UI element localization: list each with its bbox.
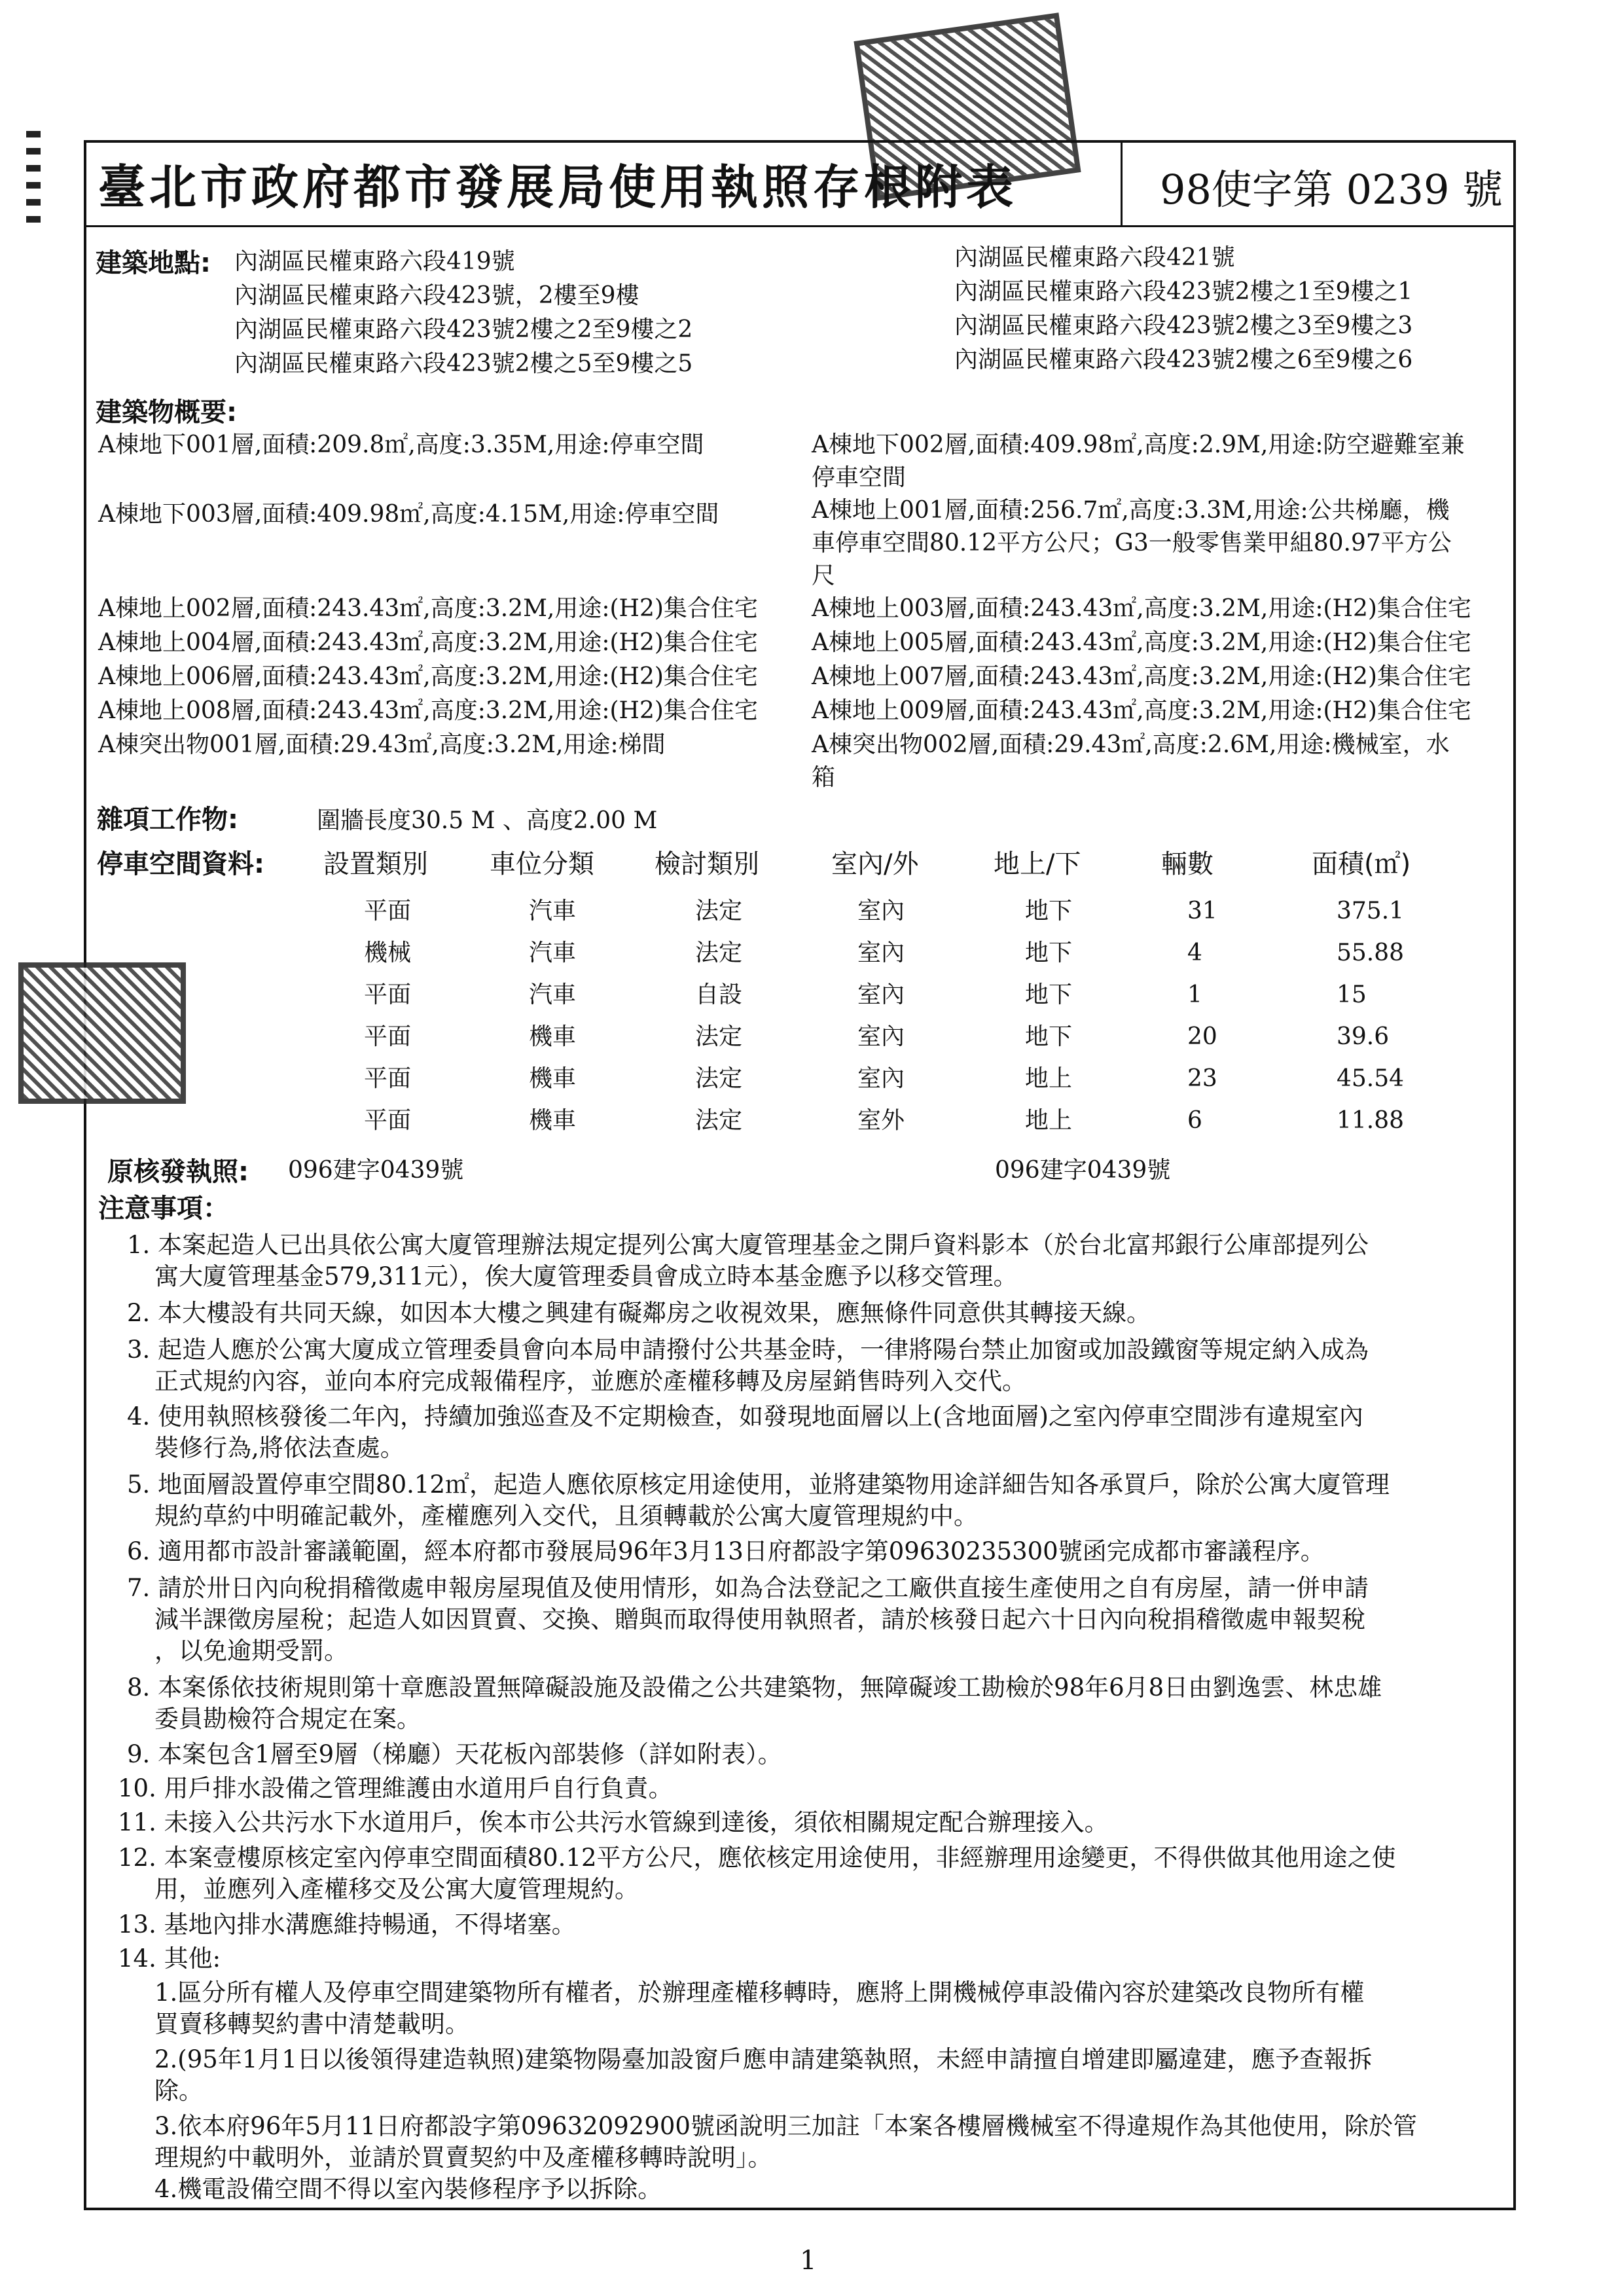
original-permit-number: 096建字0439號 bbox=[995, 1157, 1171, 1184]
margin-mark bbox=[26, 131, 41, 223]
site-address: 內湖區民權東路六段421號 bbox=[954, 244, 1235, 271]
overview-line: A棟地上008層,面積:243.43㎡,高度:3.2M,用途:(H2)集合住宅 bbox=[98, 697, 758, 724]
parking-header: 室內/外 bbox=[831, 849, 919, 879]
overview-line: A棟地下003層,面積:409.98㎡,高度:4.15M,用途:停車空間 bbox=[98, 501, 719, 528]
table-cell: 45.54 bbox=[1337, 1065, 1405, 1092]
table-cell: 375.1 bbox=[1337, 898, 1405, 924]
table-cell: 地下 bbox=[1025, 981, 1073, 1008]
note-line: 規約草約中明確記載外，產權應列入交代，且須轉載於公寓大廈管理規約中。 bbox=[154, 1502, 978, 1530]
note-line: 6. 適用都市設計審議範圍，經本府都市發展局96年3月13日府都設字第09630235300號函完成都市審議程序。 bbox=[127, 1537, 1325, 1565]
site-address: 內湖區民權東路六段423號2樓之1至9樓之1 bbox=[954, 278, 1413, 305]
note-line: 4.機電設備空間不得以室內裝修程序予以拆除。 bbox=[154, 2175, 662, 2203]
permit-number: 98使字第 0239 號 bbox=[1160, 166, 1503, 213]
note-line: 3. 起造人應於公寓大廈成立管理委員會向本局申請撥付公共基金時，一律將陽台禁止加窗或加設鐵窗等規定納入成為 bbox=[127, 1336, 1369, 1364]
frame-top-border bbox=[84, 140, 1516, 143]
note-line: 正式規約內容，並向本府完成報備程序，並應於產權移轉及房屋銷售時列入交代。 bbox=[154, 1367, 1026, 1395]
table-cell: 11.88 bbox=[1337, 1107, 1405, 1134]
note-line: ，以免逾期受罰。 bbox=[154, 1637, 348, 1665]
table-cell: 1 bbox=[1187, 981, 1202, 1008]
overview-line: 尺 bbox=[812, 562, 836, 589]
notes-label: 注意事項： bbox=[98, 1194, 229, 1224]
note-line: 13. 基地內排水溝應維持暢通，不得堵塞。 bbox=[118, 1910, 576, 1939]
table-cell: 室內 bbox=[857, 981, 905, 1008]
table-cell: 機械 bbox=[364, 939, 412, 966]
note-line: 1. 本案起造人已出具依公寓大廈管理辦法規定提列公寓大廈管理基金之開戶資料影本（於台北富邦銀行公庫部提列公 bbox=[127, 1231, 1369, 1259]
site-label: 建築地點: bbox=[96, 248, 211, 278]
site-address: 內湖區民權東路六段419號 bbox=[234, 248, 515, 275]
note-line: 1.區分所有權人及停車空間建築物所有權者，於辦理產權移轉時，應將上開機械停車設備內容於建築改良物所有權 bbox=[154, 1978, 1365, 2007]
table-cell: 平面 bbox=[364, 981, 412, 1008]
site-address: 內湖區民權東路六段423號，2樓至9樓 bbox=[234, 282, 639, 309]
table-cell: 地上 bbox=[1025, 1065, 1073, 1092]
table-cell: 地上 bbox=[1025, 1107, 1073, 1134]
table-cell: 法定 bbox=[695, 898, 743, 924]
table-cell: 汽車 bbox=[529, 939, 577, 966]
note-line: 12. 本案壹樓原核定室內停車空間面積80.12平方公尺，應依核定用途使用，非經辦理用途變更，不得供做其他用途之使 bbox=[118, 1844, 1396, 1872]
table-cell: 39.6 bbox=[1337, 1023, 1390, 1050]
overview-line: A棟地下002層,面積:409.98㎡,高度:2.9M,用途:防空避難室兼 bbox=[812, 431, 1465, 458]
table-cell: 20 bbox=[1187, 1023, 1217, 1050]
table-cell: 自設 bbox=[695, 981, 743, 1008]
table-cell: 機車 bbox=[529, 1065, 577, 1092]
official-seal-stamp bbox=[18, 962, 186, 1104]
site-address: 內湖區民權東路六段423號2樓之6至9樓之6 bbox=[954, 346, 1413, 373]
note-line: 理規約中載明外，並請於買賣契約中及產權移轉時說明」。 bbox=[154, 2143, 772, 2172]
overview-line: A棟地上002層,面積:243.43㎡,高度:3.2M,用途:(H2)集合住宅 bbox=[98, 595, 758, 622]
note-line: 裝修行為,將依法查處。 bbox=[154, 1434, 404, 1462]
note-line: 2. 本大樓設有共同天線，如因本大樓之興建有礙鄰房之收視效果，應無條件同意供其轉接天線。 bbox=[127, 1299, 1151, 1327]
overview-line: A棟地上004層,面積:243.43㎡,高度:3.2M,用途:(H2)集合住宅 bbox=[98, 629, 758, 656]
overview-line: 車停車空間80.12平方公尺；G3一般零售業甲組80.97平方公 bbox=[812, 530, 1452, 556]
table-cell: 機車 bbox=[529, 1023, 577, 1050]
note-line: 7. 請於卅日內向稅捐稽徵處申報房屋現值及使用情形，如為合法登記之工廠供直接生產使用之自有房屋，請一併申請 bbox=[127, 1574, 1369, 1602]
parking-label: 停車空間資料: bbox=[97, 849, 264, 879]
misc-label: 雜項工作物: bbox=[97, 805, 238, 835]
parking-header: 面積(㎡) bbox=[1312, 849, 1411, 879]
table-cell: 室內 bbox=[857, 939, 905, 966]
note-line: 減半課徵房屋稅；起造人如因買賣、交換、贈與而取得使用執照者，請於核發日起六十日內向稅捐稽徵處申報契稅 bbox=[154, 1605, 1365, 1633]
table-cell: 平面 bbox=[364, 1065, 412, 1092]
table-cell: 法定 bbox=[695, 1023, 743, 1050]
note-line: 除。 bbox=[154, 2077, 203, 2105]
overview-line: A棟地上001層,面積:256.7㎡,高度:3.3M,用途:公共梯廳，機 bbox=[812, 497, 1450, 524]
overview-line: A棟地上009層,面積:243.43㎡,高度:3.2M,用途:(H2)集合住宅 bbox=[812, 697, 1471, 724]
table-cell: 室內 bbox=[857, 898, 905, 924]
table-cell: 平面 bbox=[364, 898, 412, 924]
parking-header: 輛數 bbox=[1161, 849, 1214, 879]
note-line: 9. 本案包含1層至9層（梯廳）天花板內部裝修（詳如附表）。 bbox=[127, 1740, 782, 1768]
document-title: 臺北市政府都市發展局使用執照存根附表 bbox=[98, 159, 1018, 215]
table-cell: 法定 bbox=[695, 1107, 743, 1134]
note-line: 11. 未接入公共污水下水道用戶，俟本市公共污水管線到達後，須依相關規定配合辦理接入。 bbox=[118, 1808, 1109, 1836]
page-number: 1 bbox=[800, 2246, 817, 2276]
overview-line: A棟地上007層,面積:243.43㎡,高度:3.2M,用途:(H2)集合住宅 bbox=[812, 663, 1471, 690]
table-cell: 法定 bbox=[695, 939, 743, 966]
note-line: 3.依本府96年5月11日府都設字第09632092900號函說明三加註「本案各樓層機械室不得違規作為其他使用，除於管 bbox=[154, 2112, 1417, 2140]
table-cell: 室內 bbox=[857, 1065, 905, 1092]
original-permit-number: 096建字0439號 bbox=[288, 1157, 464, 1184]
overview-line: 停車空間 bbox=[812, 464, 907, 491]
table-cell: 31 bbox=[1187, 898, 1217, 924]
overview-label: 建築物概要: bbox=[96, 397, 237, 428]
site-address: 內湖區民權東路六段423號2樓之3至9樓之3 bbox=[954, 312, 1413, 339]
table-cell: 地下 bbox=[1025, 1023, 1073, 1050]
overview-line: A棟突出物002層,面積:29.43㎡,高度:2.6M,用途:機械室，水 bbox=[812, 731, 1450, 758]
table-cell: 23 bbox=[1187, 1065, 1217, 1092]
title-divider bbox=[1121, 140, 1123, 227]
note-line: 委員勘檢符合規定在案。 bbox=[154, 1705, 421, 1733]
table-cell: 室內 bbox=[857, 1023, 905, 1050]
table-cell: 6 bbox=[1187, 1107, 1202, 1134]
title-rule bbox=[84, 225, 1516, 227]
table-cell: 法定 bbox=[695, 1065, 743, 1092]
table-cell: 平面 bbox=[364, 1107, 412, 1134]
table-cell: 汽車 bbox=[529, 981, 577, 1008]
note-line: 14. 其他: bbox=[118, 1944, 221, 1973]
frame-left-border bbox=[84, 140, 86, 2210]
overview-line: A棟地下001層,面積:209.8㎡,高度:3.35M,用途:停車空間 bbox=[98, 431, 704, 458]
misc-value: 圍牆長度30.5 M 、高度2.00 M bbox=[317, 807, 658, 834]
overview-line: A棟地上005層,面積:243.43㎡,高度:3.2M,用途:(H2)集合住宅 bbox=[812, 629, 1471, 656]
note-line: 8. 本案係依技術規則第十章應設置無障礙設施及設備之公共建築物，無障礙竣工勘檢於98年6月8日由劉逸雲、林忠雄 bbox=[127, 1673, 1382, 1702]
parking-header: 地上/下 bbox=[994, 849, 1081, 879]
table-cell: 汽車 bbox=[529, 898, 577, 924]
parking-header: 設置類別 bbox=[323, 849, 428, 879]
table-cell: 15 bbox=[1337, 981, 1367, 1008]
table-cell: 地下 bbox=[1025, 939, 1073, 966]
note-line: 2.(95年1月1日以後領得建造執照)建築物陽臺加設窗戶應申請建築執照，未經申請擅自增建即屬違建，應予查報拆 bbox=[154, 2045, 1373, 2073]
table-cell: 4 bbox=[1187, 939, 1202, 966]
original-permit-label: 原核發執照: bbox=[107, 1157, 249, 1187]
note-line: 寓大廈管理基金579,311元），俟大廈管理委員會成立時本基金應予以移交管理。 bbox=[154, 1262, 1018, 1290]
table-cell: 機車 bbox=[529, 1107, 577, 1134]
overview-line: A棟地上003層,面積:243.43㎡,高度:3.2M,用途:(H2)集合住宅 bbox=[812, 595, 1471, 622]
frame-bottom-border bbox=[84, 2208, 1516, 2210]
site-address: 內湖區民權東路六段423號2樓之2至9樓之2 bbox=[234, 316, 693, 343]
overview-line: A棟地上006層,面積:243.43㎡,高度:3.2M,用途:(H2)集合住宅 bbox=[98, 663, 758, 690]
note-line: 10. 用戶排水設備之管理維護由水道用戶自行負責。 bbox=[118, 1774, 673, 1802]
table-cell: 室外 bbox=[857, 1107, 905, 1134]
note-line: 4. 使用執照核發後二年內，持續加強巡查及不定期檢查，如發現地面層以上(含地面層)之室內停車空間涉有違規室內 bbox=[127, 1402, 1363, 1430]
note-line: 用，並應列入產權移交及公寓大廈管理規約。 bbox=[154, 1875, 639, 1903]
overview-line: A棟突出物001層,面積:29.43㎡,高度:3.2M,用途:梯間 bbox=[98, 731, 666, 758]
site-address: 內湖區民權東路六段423號2樓之5至9樓之5 bbox=[234, 350, 693, 377]
note-line: 買賣移轉契約書中清楚載明。 bbox=[154, 2010, 469, 2038]
overview-line: 箱 bbox=[812, 764, 836, 791]
note-line: 5. 地面層設置停車空間80.12㎡，起造人應依原核定用途使用，並將建築物用途詳細告知各承買戶，除於公寓大廈管理 bbox=[127, 1470, 1390, 1499]
frame-right-border bbox=[1513, 140, 1516, 2210]
table-cell: 平面 bbox=[364, 1023, 412, 1050]
parking-header: 車位分類 bbox=[490, 849, 594, 879]
table-cell: 地下 bbox=[1025, 898, 1073, 924]
parking-header: 檢討類別 bbox=[655, 849, 759, 879]
table-cell: 55.88 bbox=[1337, 939, 1405, 966]
